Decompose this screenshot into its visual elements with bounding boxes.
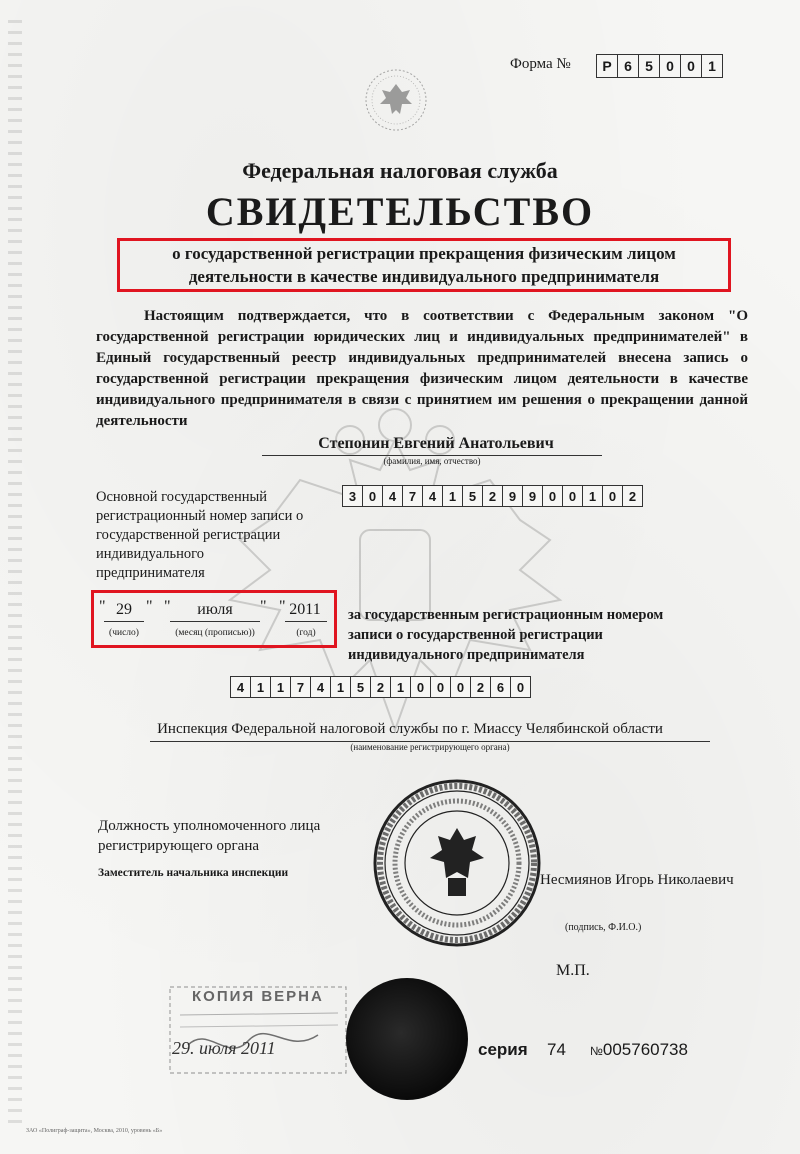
official-seal-icon (372, 778, 542, 948)
date-month-underline (170, 621, 260, 622)
grn-code-cell: 0 (450, 676, 470, 698)
form-code (596, 54, 723, 78)
signer-name: Несмиянов Игорь Николаевич (540, 872, 734, 888)
ogrn-label: Основной государственный регистрационный номер записи о государственной регистрации индивидуального предпринимателя (96, 489, 304, 581)
page-title: СВИДЕТЕЛЬСТВО (205, 189, 595, 234)
quote-mark: " (99, 598, 106, 615)
form-code-cell: 1 (701, 54, 723, 78)
scan-edge-artifact (8, 20, 22, 1130)
ogrn-code-cell: 2 (482, 485, 502, 507)
ogrn-code-cell: 0 (602, 485, 622, 507)
agency-name: Федеральная налоговая служба (242, 158, 558, 183)
series-value: 74 (547, 1040, 566, 1059)
grn-code-cell: 0 (410, 676, 430, 698)
ogrn-code-cell: 0 (362, 485, 382, 507)
ogrn-code-cell: 3 (342, 485, 362, 507)
grn-code-cell: 0 (430, 676, 450, 698)
grn-code-cell: 2 (470, 676, 490, 698)
signature-caption: (подпись, Ф.И.О.) (565, 922, 642, 933)
grn-code-cell: 2 (370, 676, 390, 698)
document-number-value: 005760738 (602, 1040, 688, 1059)
grn-code-cell: 4 (230, 676, 250, 698)
date-year-underline (285, 621, 327, 622)
authority-caption: (наименование регистрирующего органа) (350, 742, 510, 752)
grn-code-cell: 4 (310, 676, 330, 698)
date-day-caption: (число) (109, 628, 139, 638)
grn-code (230, 676, 531, 698)
grn-code-cell: 1 (250, 676, 270, 698)
form-code-cell: 0 (680, 54, 701, 78)
authority-name: Инспекция Федеральной налоговой службы по г. Миассу Челябинской области (157, 721, 663, 737)
quote-mark: " (146, 598, 153, 615)
highlight-box-date (91, 590, 337, 648)
ogrn-code-cell: 0 (562, 485, 582, 507)
ogrn-code-cell: 4 (382, 485, 402, 507)
form-code-cell: 5 (638, 54, 659, 78)
ogrn-code-cell: 1 (582, 485, 602, 507)
position-label: Должность уполномоченного лица регистрирующего органа (98, 818, 321, 854)
ogrn-code-cell: 9 (522, 485, 542, 507)
grn-code-cell: 6 (490, 676, 510, 698)
position-value: Заместитель начальника инспекции (98, 867, 289, 879)
registration-text: за государственным регистрационным номером записи о государственной регистрации индивидуального предпринимателя (348, 607, 664, 663)
ogrn-code-cell: 9 (502, 485, 522, 507)
ogrn-code-cell: 1 (442, 485, 462, 507)
name-caption: (фамилия, имя, отчество) (383, 456, 481, 466)
form-label: Форма № (510, 56, 571, 72)
series-label: серия (478, 1040, 528, 1059)
seal-place-label: М.П. (556, 962, 590, 979)
grn-code-cell: 1 (330, 676, 350, 698)
grn-code-cell: 1 (390, 676, 410, 698)
ogrn-code-cell: 5 (462, 485, 482, 507)
subtitle-line-1: о государственной регистрации прекращения физическим лицом (172, 244, 676, 263)
subtitle (117, 242, 731, 288)
number-sign: № (590, 1044, 603, 1058)
date-year-caption: (год) (296, 628, 316, 638)
ogrn-code-cell: 0 (542, 485, 562, 507)
emblem-icon (362, 66, 430, 134)
form-code-cell: 0 (659, 54, 680, 78)
printer-imprint: ЗАО «Полиграф-защита», Москва, 2010, уровень «Б» (26, 1128, 163, 1134)
dark-seal-icon (346, 978, 468, 1100)
grn-code-cell: 5 (350, 676, 370, 698)
ogrn-code-cell: 4 (422, 485, 442, 507)
ogrn-code (342, 485, 643, 507)
date-month-caption: (месяц (прописью)) (175, 628, 255, 638)
date-day-underline (104, 621, 144, 622)
date-month: июля (197, 601, 233, 618)
subtitle-line-2: деятельности в качестве индивидуального предпринимателя (188, 267, 660, 286)
body-text: Настоящим подтверждается, что в соответствии с Федеральным законом "О государственной регистрации юридических лиц и индивидуальных предпринимателей" в Единый государственный реестр индивидуальных предпринимателей внесена запись о государственной регистрации прекращения физическим лицом деятельности в качестве индивидуального предпринимателя в связи с принятием им решения о прекращении данной деятельности (96, 308, 748, 429)
date-day: 29 (116, 601, 132, 618)
handwritten-date: 29. июля 2011 (172, 1038, 276, 1058)
quote-mark: " (279, 598, 286, 615)
document-number (590, 1040, 688, 1060)
form-code-cell: Р (596, 54, 617, 78)
ogrn-code-cell: 2 (622, 485, 643, 507)
date-year: 2011 (289, 601, 321, 618)
grn-code-cell: 0 (510, 676, 531, 698)
person-name: Степонин Евгений Анатольевич (318, 435, 554, 452)
grn-code-cell: 7 (290, 676, 310, 698)
ogrn-code-cell: 7 (402, 485, 422, 507)
copy-stamp-text: КОПИЯ ВЕРНА (192, 988, 324, 1005)
quote-mark: " (164, 598, 171, 615)
form-code-cell: 6 (617, 54, 638, 78)
grn-code-cell: 1 (270, 676, 290, 698)
quote-mark: " (260, 598, 267, 615)
